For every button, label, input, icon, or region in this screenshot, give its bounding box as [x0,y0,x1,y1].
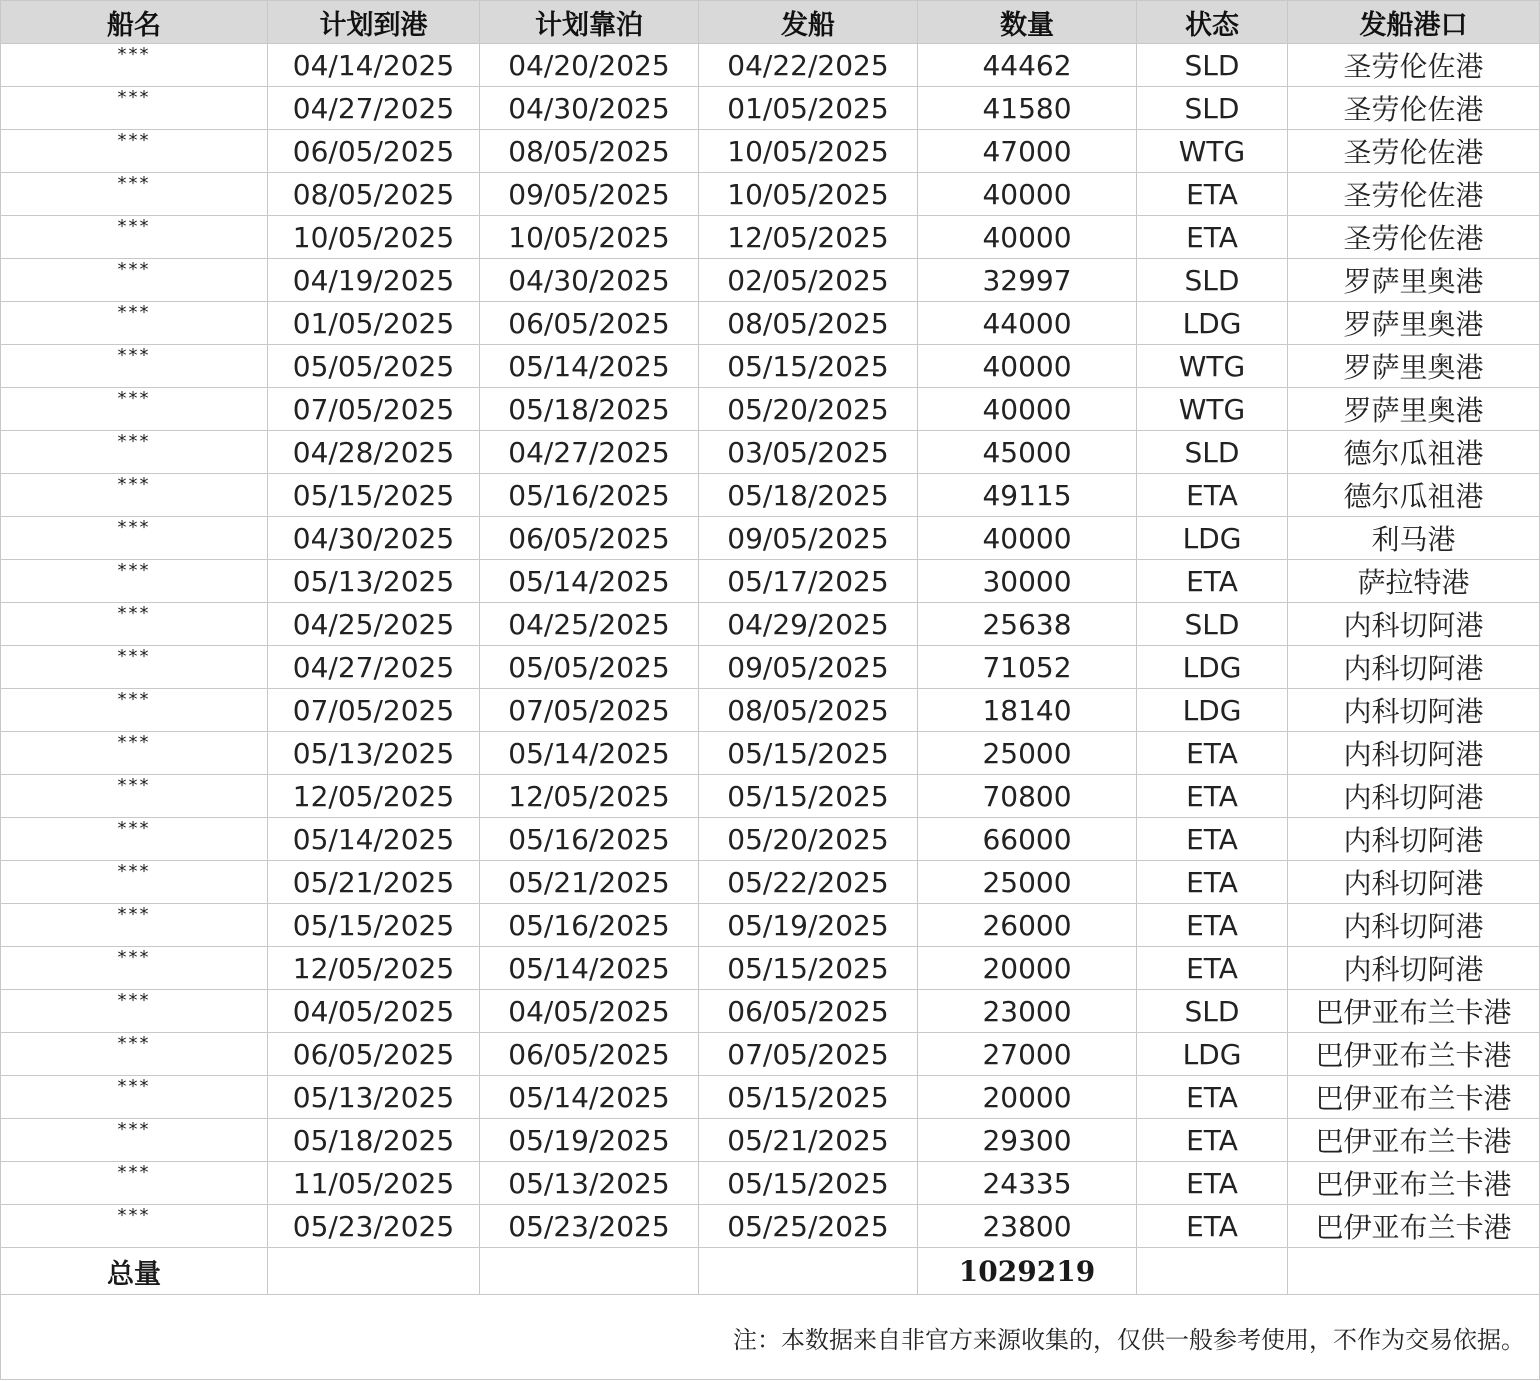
table-body [1,44,1540,1248]
quantity-cell: 45000 [918,431,1137,474]
sailing-date-cell: 05/15/2025 [699,1162,918,1205]
status-cell: LDG [1137,302,1288,345]
sailing-date-cell: 05/25/2025 [699,1205,918,1248]
planned-berth-cell: 09/05/2025 [480,173,699,216]
ship-name-cell: *** [1,1162,268,1205]
status-cell: SLD [1137,87,1288,130]
ship-name-cell: *** [1,603,268,646]
total-label: 总量 [1,1248,268,1295]
table-row [1,775,1540,818]
planned-arrival-cell: 07/05/2025 [268,388,480,431]
status-cell: ETA [1137,474,1288,517]
departure-port-cell: 内科切阿港 [1288,904,1540,947]
ship-name-cell: *** [1,689,268,732]
planned-berth-cell: 04/05/2025 [480,990,699,1033]
ship-name-cell: *** [1,474,268,517]
status-cell: ETA [1137,861,1288,904]
ship-name-cell: *** [1,732,268,775]
quantity-cell: 44000 [918,302,1137,345]
status-cell: SLD [1137,603,1288,646]
status-cell: SLD [1137,990,1288,1033]
header-status: 状态 [1137,1,1288,44]
ship-name-cell: *** [1,861,268,904]
ship-name-cell: *** [1,517,268,560]
ship-name-cell: *** [1,990,268,1033]
ship-name-cell: *** [1,87,268,130]
planned-berth-cell: 05/16/2025 [480,904,699,947]
table-row [1,216,1540,259]
departure-port-cell: 内科切阿港 [1288,689,1540,732]
departure-port-cell: 巴伊亚布兰卡港 [1288,1076,1540,1119]
planned-arrival-cell: 10/05/2025 [268,216,480,259]
planned-arrival-cell: 04/27/2025 [268,87,480,130]
table-row [1,44,1540,87]
planned-berth-cell: 05/14/2025 [480,947,699,990]
table-row [1,259,1540,302]
planned-arrival-cell: 01/05/2025 [268,302,480,345]
departure-port-cell: 内科切阿港 [1288,775,1540,818]
sailing-date-cell: 05/18/2025 [699,474,918,517]
departure-port-cell: 利马港 [1288,517,1540,560]
quantity-cell: 25000 [918,861,1137,904]
total-quantity: 1029219 [918,1248,1137,1295]
header-sailing: 发船 [699,1,918,44]
status-cell: WTG [1137,345,1288,388]
table-row [1,130,1540,173]
sailing-date-cell: 04/22/2025 [699,44,918,87]
planned-berth-cell: 04/27/2025 [480,431,699,474]
ship-name-cell: *** [1,44,268,87]
table-row [1,173,1540,216]
departure-port-cell: 内科切阿港 [1288,818,1540,861]
departure-port-cell: 巴伊亚布兰卡港 [1288,1162,1540,1205]
quantity-cell: 25000 [918,732,1137,775]
total-empty-cell [1288,1248,1540,1295]
departure-port-cell: 圣劳伦佐港 [1288,173,1540,216]
status-cell: ETA [1137,173,1288,216]
total-row [1,1248,1540,1295]
planned-arrival-cell: 04/28/2025 [268,431,480,474]
table-row [1,689,1540,732]
quantity-cell: 44462 [918,44,1137,87]
quantity-cell: 27000 [918,1033,1137,1076]
status-cell: ETA [1137,1076,1288,1119]
table-row [1,1162,1540,1205]
planned-berth-cell: 05/14/2025 [480,732,699,775]
ship-name-cell: *** [1,302,268,345]
departure-port-cell: 罗萨里奥港 [1288,302,1540,345]
quantity-cell: 40000 [918,173,1137,216]
sailing-date-cell: 05/15/2025 [699,947,918,990]
status-cell: SLD [1137,44,1288,87]
sailing-date-cell: 05/15/2025 [699,345,918,388]
planned-berth-cell: 06/05/2025 [480,517,699,560]
planned-berth-cell: 05/16/2025 [480,474,699,517]
quantity-cell: 49115 [918,474,1137,517]
planned-berth-cell: 05/16/2025 [480,818,699,861]
departure-port-cell: 巴伊亚布兰卡港 [1288,1033,1540,1076]
planned-berth-cell: 12/05/2025 [480,775,699,818]
planned-arrival-cell: 05/21/2025 [268,861,480,904]
table-row [1,431,1540,474]
table-row [1,603,1540,646]
planned-arrival-cell: 04/25/2025 [268,603,480,646]
sailing-date-cell: 01/05/2025 [699,87,918,130]
planned-berth-cell: 05/23/2025 [480,1205,699,1248]
quantity-cell: 32997 [918,259,1137,302]
planned-arrival-cell: 07/05/2025 [268,689,480,732]
status-cell: ETA [1137,904,1288,947]
sailing-date-cell: 08/05/2025 [699,302,918,345]
quantity-cell: 24335 [918,1162,1137,1205]
departure-port-cell: 内科切阿港 [1288,646,1540,689]
header-planned-berth: 计划靠泊 [480,1,699,44]
planned-berth-cell: 07/05/2025 [480,689,699,732]
quantity-cell: 23000 [918,990,1137,1033]
ship-name-cell: *** [1,431,268,474]
ship-name-cell: *** [1,130,268,173]
quantity-cell: 23800 [918,1205,1137,1248]
planned-berth-cell: 06/05/2025 [480,1033,699,1076]
departure-port-cell: 内科切阿港 [1288,603,1540,646]
sailing-date-cell: 05/20/2025 [699,818,918,861]
sailing-date-cell: 05/15/2025 [699,1076,918,1119]
ship-name-cell: *** [1,646,268,689]
planned-arrival-cell: 05/13/2025 [268,1076,480,1119]
planned-arrival-cell: 05/15/2025 [268,904,480,947]
planned-berth-cell: 05/13/2025 [480,1162,699,1205]
planned-berth-cell: 04/30/2025 [480,259,699,302]
sailing-date-cell: 08/05/2025 [699,689,918,732]
planned-berth-cell: 05/05/2025 [480,646,699,689]
sailing-date-cell: 05/17/2025 [699,560,918,603]
planned-arrival-cell: 04/05/2025 [268,990,480,1033]
planned-arrival-cell: 06/05/2025 [268,1033,480,1076]
table-row [1,517,1540,560]
planned-arrival-cell: 05/13/2025 [268,732,480,775]
departure-port-cell: 罗萨里奥港 [1288,259,1540,302]
quantity-cell: 20000 [918,947,1137,990]
planned-berth-cell: 04/25/2025 [480,603,699,646]
sailing-date-cell: 10/05/2025 [699,130,918,173]
status-cell: ETA [1137,1119,1288,1162]
note-row [1,1295,1540,1380]
ship-name-cell: *** [1,1205,268,1248]
total-empty-cell [268,1248,480,1295]
departure-port-cell: 圣劳伦佐港 [1288,216,1540,259]
planned-berth-cell: 05/18/2025 [480,388,699,431]
table-row [1,732,1540,775]
header-ship-name: 船名 [1,1,268,44]
planned-arrival-cell: 12/05/2025 [268,947,480,990]
quantity-cell: 18140 [918,689,1137,732]
status-cell: ETA [1137,732,1288,775]
status-cell: LDG [1137,1033,1288,1076]
planned-arrival-cell: 05/05/2025 [268,345,480,388]
departure-port-cell: 德尔瓜祖港 [1288,431,1540,474]
table-row [1,818,1540,861]
quantity-cell: 40000 [918,216,1137,259]
ship-name-cell: *** [1,947,268,990]
planned-berth-cell: 05/21/2025 [480,861,699,904]
sailing-date-cell: 12/05/2025 [699,216,918,259]
status-cell: WTG [1137,130,1288,173]
status-cell: ETA [1137,775,1288,818]
planned-arrival-cell: 06/05/2025 [268,130,480,173]
planned-arrival-cell: 11/05/2025 [268,1162,480,1205]
sailing-date-cell: 04/29/2025 [699,603,918,646]
table-row [1,947,1540,990]
departure-port-cell: 圣劳伦佐港 [1288,87,1540,130]
ship-name-cell: *** [1,904,268,947]
departure-port-cell: 圣劳伦佐港 [1288,44,1540,87]
departure-port-cell: 圣劳伦佐港 [1288,130,1540,173]
sailing-date-cell: 06/05/2025 [699,990,918,1033]
table-row [1,904,1540,947]
total-empty-cell [480,1248,699,1295]
planned-berth-cell: 10/05/2025 [480,216,699,259]
status-cell: ETA [1137,216,1288,259]
ship-name-cell: *** [1,818,268,861]
planned-arrival-cell: 05/13/2025 [268,560,480,603]
table-row [1,302,1540,345]
table-row [1,1119,1540,1162]
quantity-cell: 29300 [918,1119,1137,1162]
table-row [1,990,1540,1033]
sailing-date-cell: 09/05/2025 [699,646,918,689]
table-row [1,474,1540,517]
sailing-date-cell: 02/05/2025 [699,259,918,302]
total-empty-cell [1137,1248,1288,1295]
departure-port-cell: 萨拉特港 [1288,560,1540,603]
planned-arrival-cell: 12/05/2025 [268,775,480,818]
departure-port-cell: 德尔瓜祖港 [1288,474,1540,517]
planned-arrival-cell: 05/23/2025 [268,1205,480,1248]
quantity-cell: 71052 [918,646,1137,689]
header-departure-port: 发船港口 [1288,1,1540,44]
quantity-cell: 20000 [918,1076,1137,1119]
ship-name-cell: *** [1,345,268,388]
ship-name-cell: *** [1,1033,268,1076]
ship-name-cell: *** [1,216,268,259]
departure-port-cell: 罗萨里奥港 [1288,388,1540,431]
quantity-cell: 70800 [918,775,1137,818]
sailing-date-cell: 05/21/2025 [699,1119,918,1162]
departure-port-cell: 巴伊亚布兰卡港 [1288,1119,1540,1162]
quantity-cell: 25638 [918,603,1137,646]
sailing-date-cell: 05/20/2025 [699,388,918,431]
quantity-cell: 40000 [918,517,1137,560]
table-row [1,646,1540,689]
disclaimer-note: 注：本数据来自非官方来源收集的，仅供一般参考使用，不作为交易依据。 [1,1295,1540,1380]
table-row [1,345,1540,388]
departure-port-cell: 内科切阿港 [1288,861,1540,904]
planned-berth-cell: 05/14/2025 [480,1076,699,1119]
table-row [1,861,1540,904]
ship-name-cell: *** [1,1076,268,1119]
ship-name-cell: *** [1,388,268,431]
status-cell: ETA [1137,560,1288,603]
table-row [1,560,1540,603]
quantity-cell: 41580 [918,87,1137,130]
status-cell: SLD [1137,259,1288,302]
departure-port-cell: 内科切阿港 [1288,732,1540,775]
status-cell: LDG [1137,646,1288,689]
sailing-date-cell: 05/15/2025 [699,732,918,775]
status-cell: ETA [1137,818,1288,861]
ship-name-cell: *** [1,560,268,603]
sailing-date-cell: 03/05/2025 [699,431,918,474]
quantity-cell: 66000 [918,818,1137,861]
total-empty-cell [699,1248,918,1295]
sailing-date-cell: 05/15/2025 [699,775,918,818]
table-row [1,87,1540,130]
planned-berth-cell: 05/19/2025 [480,1119,699,1162]
planned-berth-cell: 05/14/2025 [480,560,699,603]
sailing-date-cell: 05/22/2025 [699,861,918,904]
planned-arrival-cell: 04/19/2025 [268,259,480,302]
planned-berth-cell: 05/14/2025 [480,345,699,388]
planned-berth-cell: 04/20/2025 [480,44,699,87]
status-cell: SLD [1137,431,1288,474]
quantity-cell: 40000 [918,345,1137,388]
quantity-cell: 30000 [918,560,1137,603]
header-row [1,1,1540,44]
quantity-cell: 26000 [918,904,1137,947]
planned-arrival-cell: 05/18/2025 [268,1119,480,1162]
status-cell: WTG [1137,388,1288,431]
status-cell: ETA [1137,1205,1288,1248]
status-cell: LDG [1137,517,1288,560]
planned-arrival-cell: 04/30/2025 [268,517,480,560]
header-quantity: 数量 [918,1,1137,44]
planned-arrival-cell: 08/05/2025 [268,173,480,216]
table-row [1,1033,1540,1076]
sailing-date-cell: 10/05/2025 [699,173,918,216]
planned-berth-cell: 06/05/2025 [480,302,699,345]
ship-name-cell: *** [1,259,268,302]
table-row [1,388,1540,431]
planned-arrival-cell: 04/27/2025 [268,646,480,689]
ship-name-cell: *** [1,1119,268,1162]
status-cell: ETA [1137,947,1288,990]
ship-name-cell: *** [1,173,268,216]
status-cell: LDG [1137,689,1288,732]
sailing-date-cell: 07/05/2025 [699,1033,918,1076]
table-row [1,1205,1540,1248]
planned-berth-cell: 04/30/2025 [480,87,699,130]
planned-berth-cell: 08/05/2025 [480,130,699,173]
quantity-cell: 40000 [918,388,1137,431]
ship-name-cell: *** [1,775,268,818]
departure-port-cell: 巴伊亚布兰卡港 [1288,1205,1540,1248]
departure-port-cell: 罗萨里奥港 [1288,345,1540,388]
planned-arrival-cell: 05/15/2025 [268,474,480,517]
sailing-date-cell: 09/05/2025 [699,517,918,560]
departure-port-cell: 巴伊亚布兰卡港 [1288,990,1540,1033]
status-cell: ETA [1137,1162,1288,1205]
header-planned-arrival: 计划到港 [268,1,480,44]
departure-port-cell: 内科切阿港 [1288,947,1540,990]
table-row [1,1076,1540,1119]
planned-arrival-cell: 05/14/2025 [268,818,480,861]
quantity-cell: 47000 [918,130,1137,173]
sailing-date-cell: 05/19/2025 [699,904,918,947]
planned-arrival-cell: 04/14/2025 [268,44,480,87]
